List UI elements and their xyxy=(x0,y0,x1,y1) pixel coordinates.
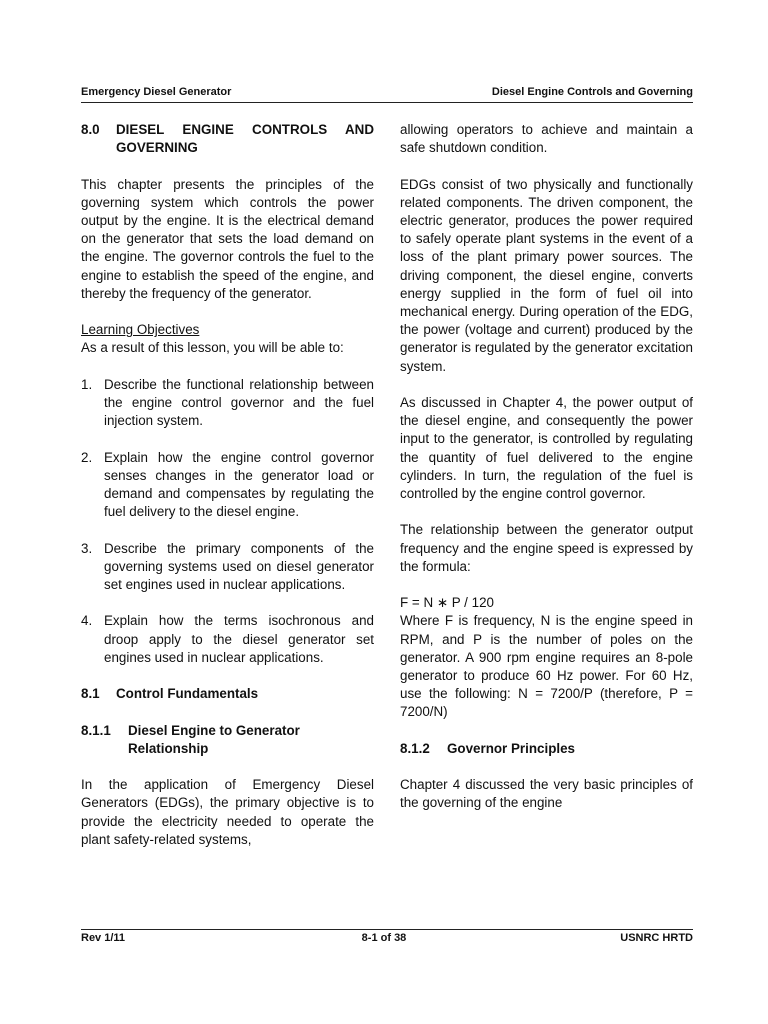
formula-explanation-paragraph: Where F is frequency, N is the engine speed in RPM, and P is the number of poles on the generator. A 900 rpm engine requires an 8-pole generator to produce 60 Hz power. For 60 Hz, use the following: N = 7200/P (therefore, P = 7200/N) xyxy=(400,613,693,720)
continuation-paragraph: allowing operators to achieve and maintain a safe shutdown condition. xyxy=(400,122,693,156)
frequency-formula: F = N ∗ P / 120 xyxy=(400,595,494,611)
intro-paragraph: This chapter presents the principles of the governing system which controls the power output by the engine. It is the electrical demand on the generator that sets the load demand on the engine. The governor controls the fuel to the engine to establish the speed of the engine, and thereby the frequency of the generator. xyxy=(81,176,374,301)
objectives-lead: As a result of this lesson, you will be able to: xyxy=(81,340,344,356)
edg-components-paragraph: EDGs consist of two physically and functionally related components. The driven component, the electric generator, produces the power required to safely operate plant systems in the event of a loss of the plant primary power sources. The driving component, the diesel engine, converts energy supplied in the form of fuel oil into mechanical energy. During operation of the EDG, the power (voltage and current) produced by the generator is regulated by the generator excitation system. xyxy=(400,176,693,374)
relationship-paragraph: The relationship between the generator output frequency and the engine speed is expressed by the formula: xyxy=(400,522,693,574)
section-number: 8.0 xyxy=(81,122,100,137)
governor-paragraph: Chapter 4 discussed the very basic principles of the governing of the engine xyxy=(400,777,693,811)
section-number: 8.1.2 xyxy=(400,740,430,756)
list-item-number: 4. xyxy=(81,613,93,629)
footer-organization: USNRC HRTD xyxy=(620,932,693,944)
header-left-title: Emergency Diesel Generator xyxy=(81,86,232,98)
list-item-text: Explain how the terms isochronous and droop apply to the diesel generator set engines used in nuclear applications. xyxy=(104,613,374,665)
learning-objectives-heading: Learning Objectives xyxy=(81,322,200,338)
section-number: 8.1.1 xyxy=(81,722,111,738)
section-title: Control Fundamentals xyxy=(116,686,259,702)
list-item xyxy=(81,540,374,595)
chapter4-paragraph: As discussed in Chapter 4, the power output of the diesel engine, and consequently the power input to the generator, is controlled by regulating the quantity of fuel delivered to the engine cylinders. In turn, the regulation of the fuel is controlled by the engine control governor. xyxy=(400,395,693,502)
header-rule xyxy=(81,102,693,103)
section-number: 8.1 xyxy=(81,686,100,702)
list-item xyxy=(81,612,374,667)
list-item-text: Describe the functional relationship between the engine control governor and the fuel injection system. xyxy=(104,376,374,429)
section-heading-8-1 xyxy=(81,685,374,703)
list-item-number: 1. xyxy=(81,376,93,392)
section-heading-8-1-2 xyxy=(400,740,693,758)
section-title: Governor Principles xyxy=(447,740,575,756)
footer-revision: Rev 1/11 xyxy=(81,932,126,944)
right-column xyxy=(400,121,693,813)
footer-rule xyxy=(81,929,693,930)
list-item xyxy=(81,376,374,431)
application-paragraph: In the application of Emergency Diesel Generators (EDGs), the primary objective is to provide the electricity needed to operate the plant safety-related systems, xyxy=(81,777,374,847)
section-title: Diesel Engine to Generator Relationship xyxy=(128,722,300,756)
section-heading-8-0 xyxy=(81,121,374,157)
list-item xyxy=(81,449,374,522)
list-item-number: 2. xyxy=(81,449,93,465)
list-item-text: Explain how the engine control governor senses changes in the generator load or demand and compensates by regulating the fuel delivery to the diesel engine. xyxy=(104,449,374,520)
section-heading-8-1-1 xyxy=(81,722,374,758)
list-item-text: Describe the primary components of the governing systems used on diesel generator set engines used in nuclear applications. xyxy=(104,540,374,592)
page-number: 8-1 of 38 xyxy=(361,932,407,944)
left-column xyxy=(81,121,374,849)
section-title: DIESEL ENGINE CONTROLS AND GOVERNING xyxy=(116,122,374,156)
list-item-number: 3. xyxy=(81,540,93,556)
objectives-list xyxy=(81,376,374,667)
header-right-title: Diesel Engine Controls and Governing xyxy=(491,86,693,98)
